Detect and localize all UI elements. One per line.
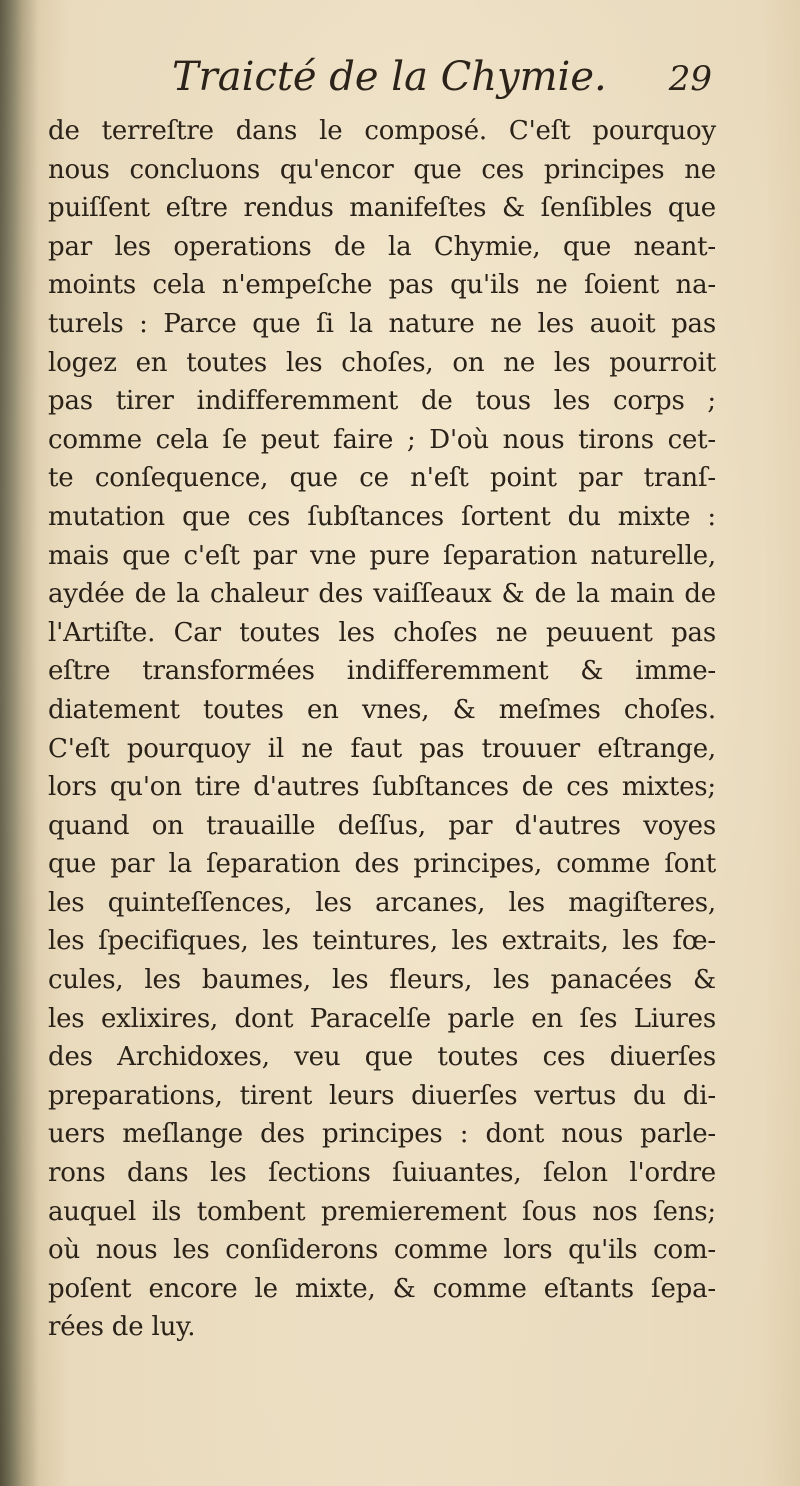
text-line: cules, les baumes, les fleurs, les panacées & [48, 965, 716, 996]
text-line: diatement toutes en vnes, & meſmes choſes. [48, 694, 716, 725]
text-line: rées de luy. [48, 1312, 196, 1343]
text-line: rons dans les ſections ſuiuantes, ſelon l'ordre [48, 1158, 716, 1189]
text-line: de terreſtre dans le composé. C'eſt pourquoy [48, 116, 716, 146]
text-line: mutation que ces ſubſtances ſortent du mixte : [48, 501, 716, 532]
body-text [48, 112, 716, 1347]
text-line: uers meſlange des principes : dont nous parle- [48, 1119, 716, 1150]
text-line: C'eſt pourquoy il ne faut pas trouuer eſtrange, [48, 733, 716, 764]
text-line: des Archidoxes, veu que toutes ces diuerſes [48, 1042, 716, 1073]
text-line: pas tirer indifferemment de tous les corps ; [48, 386, 716, 417]
binding-gutter-shadow [0, 0, 38, 1486]
running-head: Traicté de la Chymie. [172, 54, 607, 100]
text-line: où nous les conſiderons comme lors qu'ils com- [48, 1235, 716, 1266]
text-line: l'Artiſte. Car toutes les choſes ne peuuent pas [48, 617, 716, 648]
text-line: eſtre transformées indifferemment & imme- [48, 656, 716, 687]
text-line: lors qu'on tire d'autres ſubſtances de ces mixtes; [48, 772, 716, 803]
text-line: aydée de la chaleur des vaiſſeaux & de la main de [48, 579, 716, 610]
text-line: puiſſent eſtre rendus manifeſtes & ſenſibles que [48, 193, 716, 224]
text-line: les ſpecifiques, les teintures, les extraits, les fœ- [48, 926, 716, 957]
text-line: les exlixires, dont Paracelſe parle en ſes Liures [48, 1003, 716, 1034]
text-line: mais que c'eſt par vne pure ſeparation naturelle, [48, 540, 716, 571]
text-line: par les operations de la Chymie, que neant- [48, 231, 716, 262]
page-number: 29 [668, 59, 712, 99]
text-line: que par la ſeparation des principes, comme ſont [48, 849, 716, 880]
text-line: auquel ils tombent premierement ſous nos ſens; [48, 1196, 716, 1227]
text-line: les quinteſſences, les arcanes, les magiſteres, [48, 887, 716, 918]
text-line: te conſequence, que ce n'eſt point par tranſ- [48, 463, 716, 494]
text-line: moints cela n'empeſche pas qu'ils ne ſoient na- [48, 270, 716, 301]
text-line: comme cela ſe peut faire ; D'où nous tirons cet- [48, 424, 716, 455]
text-line: nous concluons qu'encor que ces principes ne [48, 154, 716, 185]
text-line: preparations, tirent leurs diuerſes vertus du di- [48, 1080, 716, 1111]
text-line: poſent encore le mixte, & comme eſtants ſepa- [48, 1273, 716, 1304]
text-line: turels : Parce que ſi la nature ne les auoit pas [48, 308, 716, 339]
page-header [50, 52, 720, 112]
text-line: logez en toutes les choſes, on ne les pourroit [48, 347, 716, 378]
text-line: quand on trauaille deſſus, par d'autres voyes [48, 810, 716, 841]
